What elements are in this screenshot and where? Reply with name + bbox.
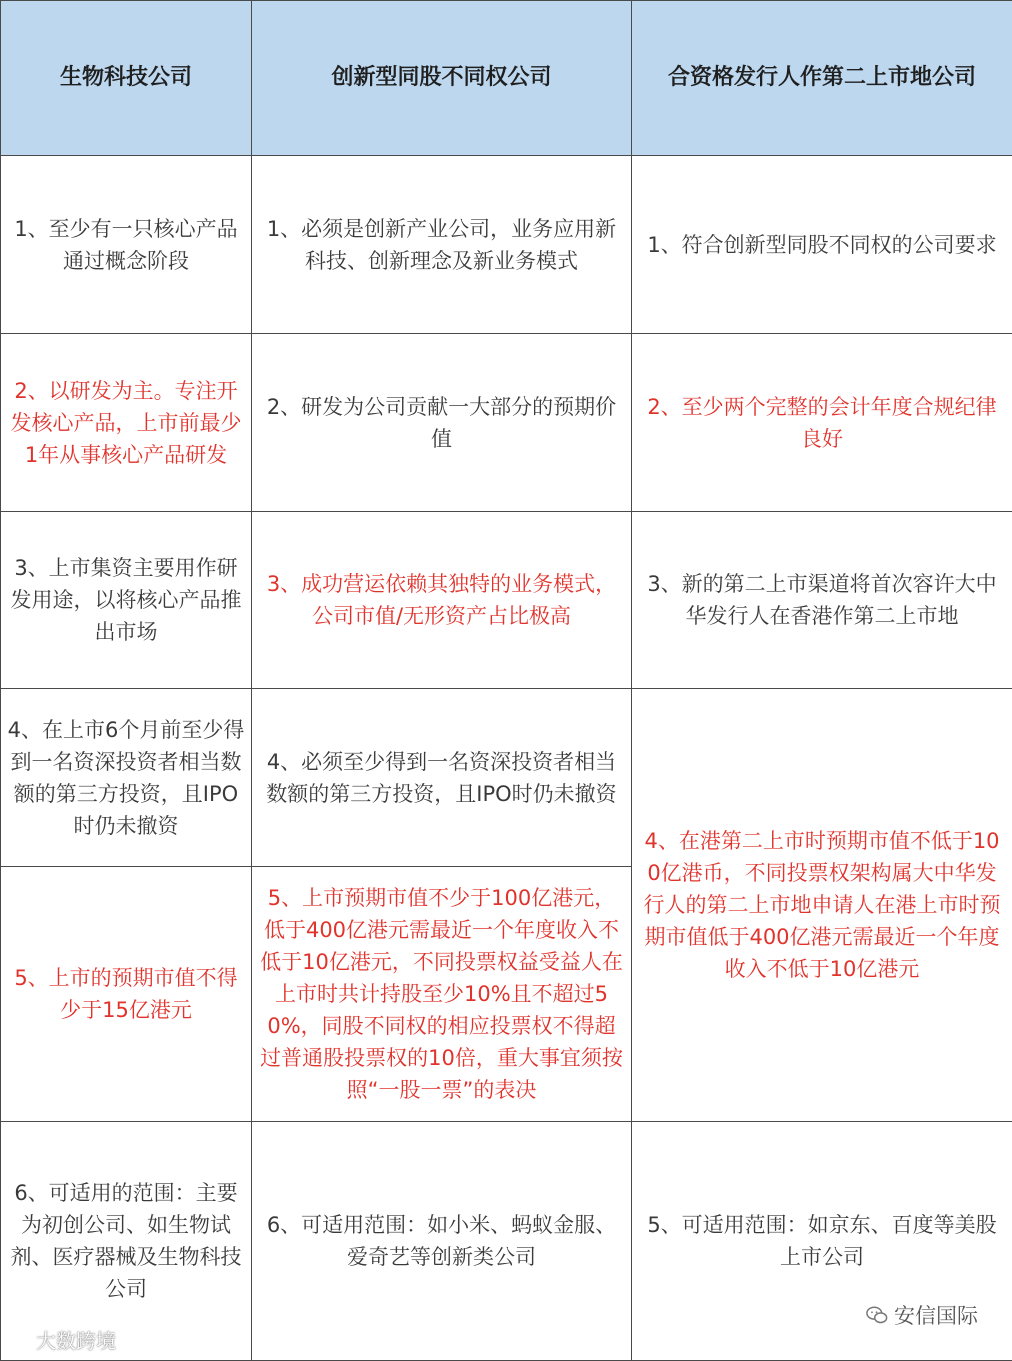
watermark-right: [866, 1300, 978, 1330]
header-secondary-listing: 合资格发行人作第二上市地公司: [632, 1, 1012, 156]
table-row: [1, 689, 1012, 867]
cell-secondary-1: 1、符合创新型同股不同权的公司要求: [632, 156, 1012, 334]
cell-biotech-1: 1、至少有一只核心产品通过概念阶段: [1, 156, 252, 334]
table-row: [1, 156, 1012, 334]
cell-secondary-3: 3、新的第二上市渠道将首次容许大中华发行人在香港作第二上市地: [632, 512, 1012, 689]
watermark-left-text: 大数跨境: [36, 1325, 116, 1354]
table-row: [1, 334, 1012, 512]
table-row: [1, 512, 1012, 689]
cell-biotech-6: 6、可适用的范围：主要为初创公司、如生物试剂、医疗器械及生物科技公司: [1, 1122, 252, 1361]
cell-wvr-5: 5、上市预期市值不少于100亿港元，低于400亿港元需最近一个年度收入不低于10亿港元，不同投票权益受益人在上市时共计持股至少10%且不超过50%，同股不同权的相应投票权不得超过普通股投票权的10倍，重大事宜须按照“一股一票”的表决: [252, 867, 632, 1122]
header-biotech: 生物科技公司: [1, 1, 252, 156]
watermark-right-text: 安信国际: [894, 1300, 978, 1330]
header-wvr: 创新型同股不同权公司: [252, 1, 632, 156]
cell-secondary-4: 4、在港第二上市时预期市值不低于100亿港币，不同投票权架构属大中华发行人的第二上市地申请人在港上市时预期市值低于400亿港元需最近一个年度收入不低于10亿港元: [632, 689, 1012, 1122]
cell-secondary-6: 5、可适用范围：如京东、百度等美股上市公司: [632, 1122, 1012, 1361]
cell-biotech-2: 2、以研发为主。专注开发核心产品，上市前最少1年从事核心产品研发: [1, 334, 252, 512]
table-row: [1, 1122, 1012, 1361]
watermark-logo-icon: [8, 1329, 30, 1351]
cell-secondary-2: 2、至少两个完整的会计年度合规纪律良好: [632, 334, 1012, 512]
cell-biotech-3: 3、上市集资主要用作研发用途，以将核心产品推出市场: [1, 512, 252, 689]
header-row: [1, 1, 1012, 156]
cell-wvr-4: 4、必须至少得到一名资深投资者相当数额的第三方投资，且IPO时仍未撤资: [252, 689, 632, 867]
cell-biotech-5: 5、上市的预期市值不得少于15亿港元: [1, 867, 252, 1122]
cell-biotech-4: 4、在上市6个月前至少得到一名资深投资者相当数额的第三方投资，且IPO时仍未撤资: [1, 689, 252, 867]
cell-wvr-1: 1、必须是创新产业公司，业务应用新科技、创新理念及新业务模式: [252, 156, 632, 334]
cell-wvr-6: 6、可适用范围：如小米、蚂蚁金服、爱奇艺等创新类公司: [252, 1122, 632, 1361]
cell-wvr-2: 2、研发为公司贡献一大部分的预期价值: [252, 334, 632, 512]
wechat-icon: [866, 1304, 888, 1326]
watermark-left: [8, 1325, 116, 1354]
cell-wvr-3: 3、成功营运依赖其独特的业务模式，公司市值/无形资产占比极高: [252, 512, 632, 689]
